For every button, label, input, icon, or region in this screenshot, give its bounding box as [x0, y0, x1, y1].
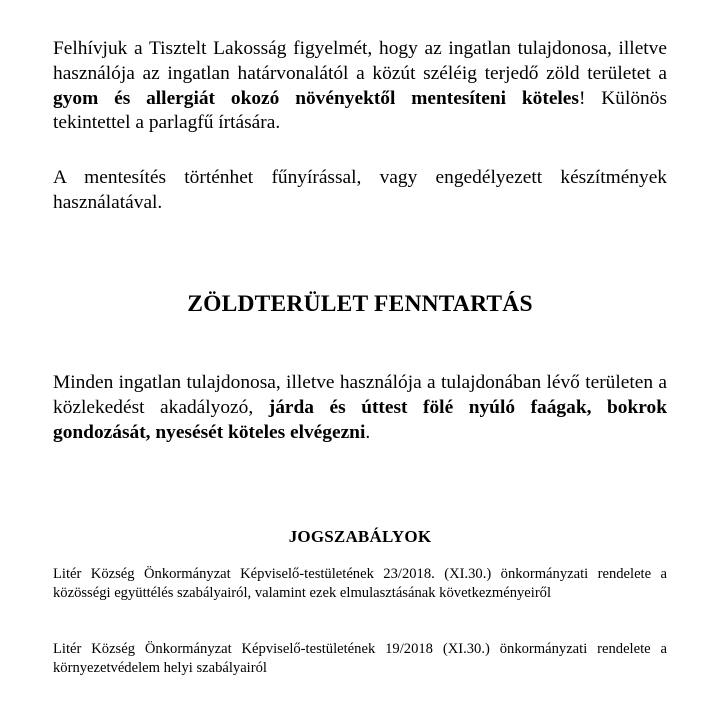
removal-method-paragraph: A mentesítés történhet fűnyírással, vagy engedélyezett készítmények használatával. [53, 167, 667, 213]
section-heading-green-area: ZÖLDTERÜLET FENNTARTÁS [187, 291, 533, 317]
weed-notice-text-end: ! Különös tekintettel a parlagfű írtására. [53, 87, 667, 134]
weed-notice-emphasis: gyom és allergiát okozó növényektől mentesíteni köteles [53, 87, 579, 109]
green-area-text-end: . [365, 421, 371, 443]
law-item: Litér Község Önkormányzat Képviselő-testületének 19/2018 (XI.30.) önkormányzati rendelete a környezetvédelem helyi szabályairól [53, 641, 667, 676]
weed-notice-text-start: Felhívjuk a Tisztelt Lakosság figyelmét, hogy az ingatlan tulajdonosa, illetve használója az ingatlan határvonalától a közút széléig terjedő zöld területet a [53, 38, 667, 84]
law-item: Litér Község Önkormányzat Képviselő-testületének 23/2018. (XI.30.) önkormányzati rendelete a közösségi együttélés szabályairól, valamint ezek elmulasztásának következményeiről [53, 566, 667, 601]
section-heading-laws: JOGSZABÁLYOK [288, 527, 432, 546]
weed-notice-paragraph [53, 37, 667, 136]
green-area-emphasis: járda és úttest fölé nyúló faágak, bokrok gondozását, nyesését köteles elvégezni [53, 396, 667, 443]
green-area-paragraph [53, 371, 667, 445]
green-area-text-start: Minden ingatlan tulajdonosa, illetve használója a tulajdonában lévő területen a közlekedést akadályozó, [53, 372, 667, 418]
